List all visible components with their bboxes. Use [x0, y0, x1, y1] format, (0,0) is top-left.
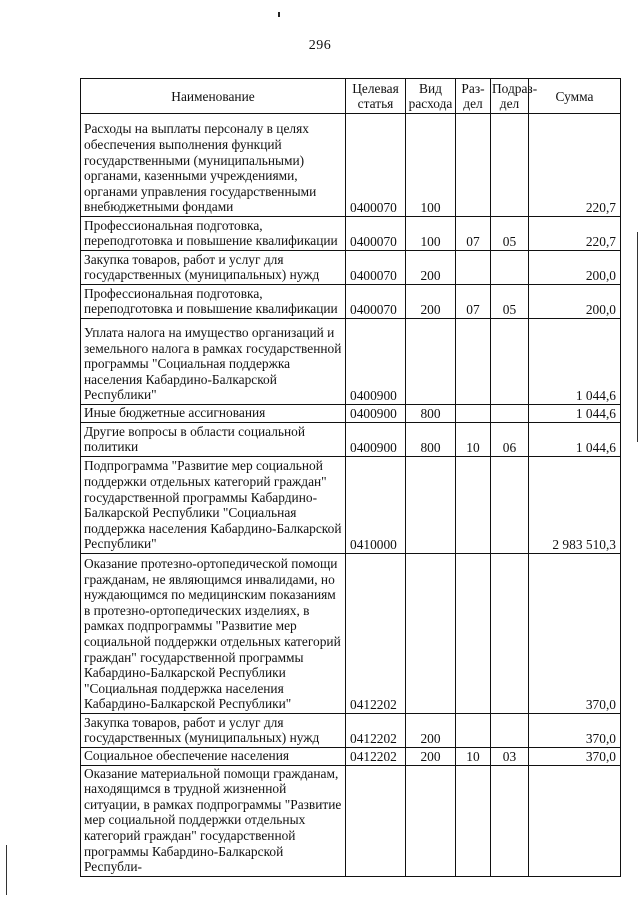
header-expense-kind: Вид расхода	[406, 79, 456, 114]
table-row	[81, 285, 621, 319]
row-amount: 200,0	[529, 251, 621, 285]
table-row	[81, 405, 621, 423]
scan-margin-line-left	[6, 845, 7, 895]
row-target-article: 0400900	[346, 405, 406, 423]
table-row	[81, 457, 621, 554]
row-section	[456, 251, 491, 285]
row-subsection	[491, 457, 529, 554]
row-amount: 370,0	[529, 714, 621, 748]
row-name: Расходы на выплаты персоналу в целях обеспечения выполнения функций государственными (муниципальными) органами, казенными учреждениями, органами управления государственными внебюджетными фондами	[81, 114, 346, 217]
scan-margin-line-right	[637, 232, 638, 442]
row-expense-kind: 800	[406, 405, 456, 423]
table-row	[81, 748, 621, 766]
table-row	[81, 554, 621, 714]
row-amount: 200,0	[529, 285, 621, 319]
row-amount: 370,0	[529, 554, 621, 714]
row-target-article: 0412202	[346, 554, 406, 714]
row-target-article: 0410000	[346, 457, 406, 554]
row-section	[456, 405, 491, 423]
row-section	[456, 114, 491, 217]
row-name: Закупка товаров, работ и услуг для государственных (муниципальных) нужд	[81, 714, 346, 748]
row-section: 07	[456, 285, 491, 319]
row-name: Оказание материальной помощи гражданам, находящимся в трудной жизненной ситуации, в рамках подпрограммы "Развитие мер социальной поддержки отдельных категорий граждан" государственной программы Кабардино-Балкарской Республи-	[81, 765, 346, 876]
table-row	[81, 217, 621, 251]
row-subsection	[491, 714, 529, 748]
row-subsection: 03	[491, 748, 529, 766]
row-amount: 1 044,6	[529, 423, 621, 457]
row-subsection	[491, 319, 529, 405]
row-target-article: 0400900	[346, 423, 406, 457]
row-subsection: 05	[491, 285, 529, 319]
page-number: 296	[308, 38, 332, 53]
row-expense-kind: 100	[406, 114, 456, 217]
row-amount: 370,0	[529, 748, 621, 766]
budget-table	[80, 78, 621, 877]
row-expense-kind	[406, 765, 456, 876]
row-amount: 1 044,6	[529, 405, 621, 423]
row-subsection	[491, 114, 529, 217]
row-amount: 220,7	[529, 217, 621, 251]
scan-speck	[278, 12, 280, 17]
row-expense-kind	[406, 319, 456, 405]
row-expense-kind: 800	[406, 423, 456, 457]
row-target-article: 0412202	[346, 714, 406, 748]
row-name: Социальное обеспечение населения	[81, 748, 346, 766]
table-row	[81, 765, 621, 876]
row-expense-kind	[406, 457, 456, 554]
table-header-row	[81, 79, 621, 114]
row-section: 10	[456, 423, 491, 457]
header-target-article: Целевая статья	[346, 79, 406, 114]
table-row	[81, 423, 621, 457]
row-target-article: 0400070	[346, 114, 406, 217]
row-section	[456, 457, 491, 554]
row-section	[456, 554, 491, 714]
row-name: Оказание протезно-ортопедической помощи гражданам, не являющимся инвалидами, но нуждающимся по медицинским показаниям в протезно-ортопедических изделиях, в рамках подпрограммы "Развитие мер социальной поддержки отдельных категорий граждан" государственной программы Кабардино-Балкарской Республики "Социальная поддержка населения Кабардино-Балкарской Республики"	[81, 554, 346, 714]
row-name: Профессиональная подготовка, переподготовка и повышение квалификации	[81, 285, 346, 319]
header-name: Наименование	[81, 79, 346, 114]
row-target-article	[346, 765, 406, 876]
row-subsection: 05	[491, 217, 529, 251]
row-name: Другие вопросы в области социальной политики	[81, 423, 346, 457]
table-row	[81, 114, 621, 217]
row-section: 10	[456, 748, 491, 766]
table-row	[81, 251, 621, 285]
row-target-article: 0412202	[346, 748, 406, 766]
row-expense-kind: 100	[406, 217, 456, 251]
row-expense-kind: 200	[406, 714, 456, 748]
row-name: Профессиональная подготовка, переподготовка и повышение квалификации	[81, 217, 346, 251]
row-subsection	[491, 405, 529, 423]
row-name: Закупка товаров, работ и услуг для государственных (муниципальных) нужд	[81, 251, 346, 285]
row-expense-kind: 200	[406, 285, 456, 319]
row-section	[456, 319, 491, 405]
table-row	[81, 714, 621, 748]
row-section: 07	[456, 217, 491, 251]
row-amount: 2 983 510,3	[529, 457, 621, 554]
row-name: Иные бюджетные ассигнования	[81, 405, 346, 423]
header-amount: Сумма	[529, 79, 621, 114]
row-section	[456, 765, 491, 876]
row-subsection	[491, 765, 529, 876]
row-target-article: 0400070	[346, 285, 406, 319]
row-name: Уплата налога на имущество организаций и земельного налога в рамках государственной программы "Социальная поддержка населения Кабардино-Балкарской Республики"	[81, 319, 346, 405]
row-target-article: 0400070	[346, 251, 406, 285]
row-expense-kind: 200	[406, 251, 456, 285]
row-name: Подпрограмма "Развитие мер социальной поддержки отдельных категорий граждан" государственной программы Кабардино-Балкарской Республики "Социальная поддержка населения Кабардино-Балкарской Республики"	[81, 457, 346, 554]
row-target-article: 0400900	[346, 319, 406, 405]
row-amount: 1 044,6	[529, 319, 621, 405]
row-section	[456, 714, 491, 748]
row-subsection: 06	[491, 423, 529, 457]
header-subsection: Подраз- дел	[491, 79, 529, 114]
row-subsection	[491, 554, 529, 714]
row-amount: 220,7	[529, 114, 621, 217]
header-section: Раз- дел	[456, 79, 491, 114]
row-expense-kind: 200	[406, 748, 456, 766]
row-target-article: 0400070	[346, 217, 406, 251]
row-amount	[529, 765, 621, 876]
row-expense-kind	[406, 554, 456, 714]
row-subsection	[491, 251, 529, 285]
table-row	[81, 319, 621, 405]
